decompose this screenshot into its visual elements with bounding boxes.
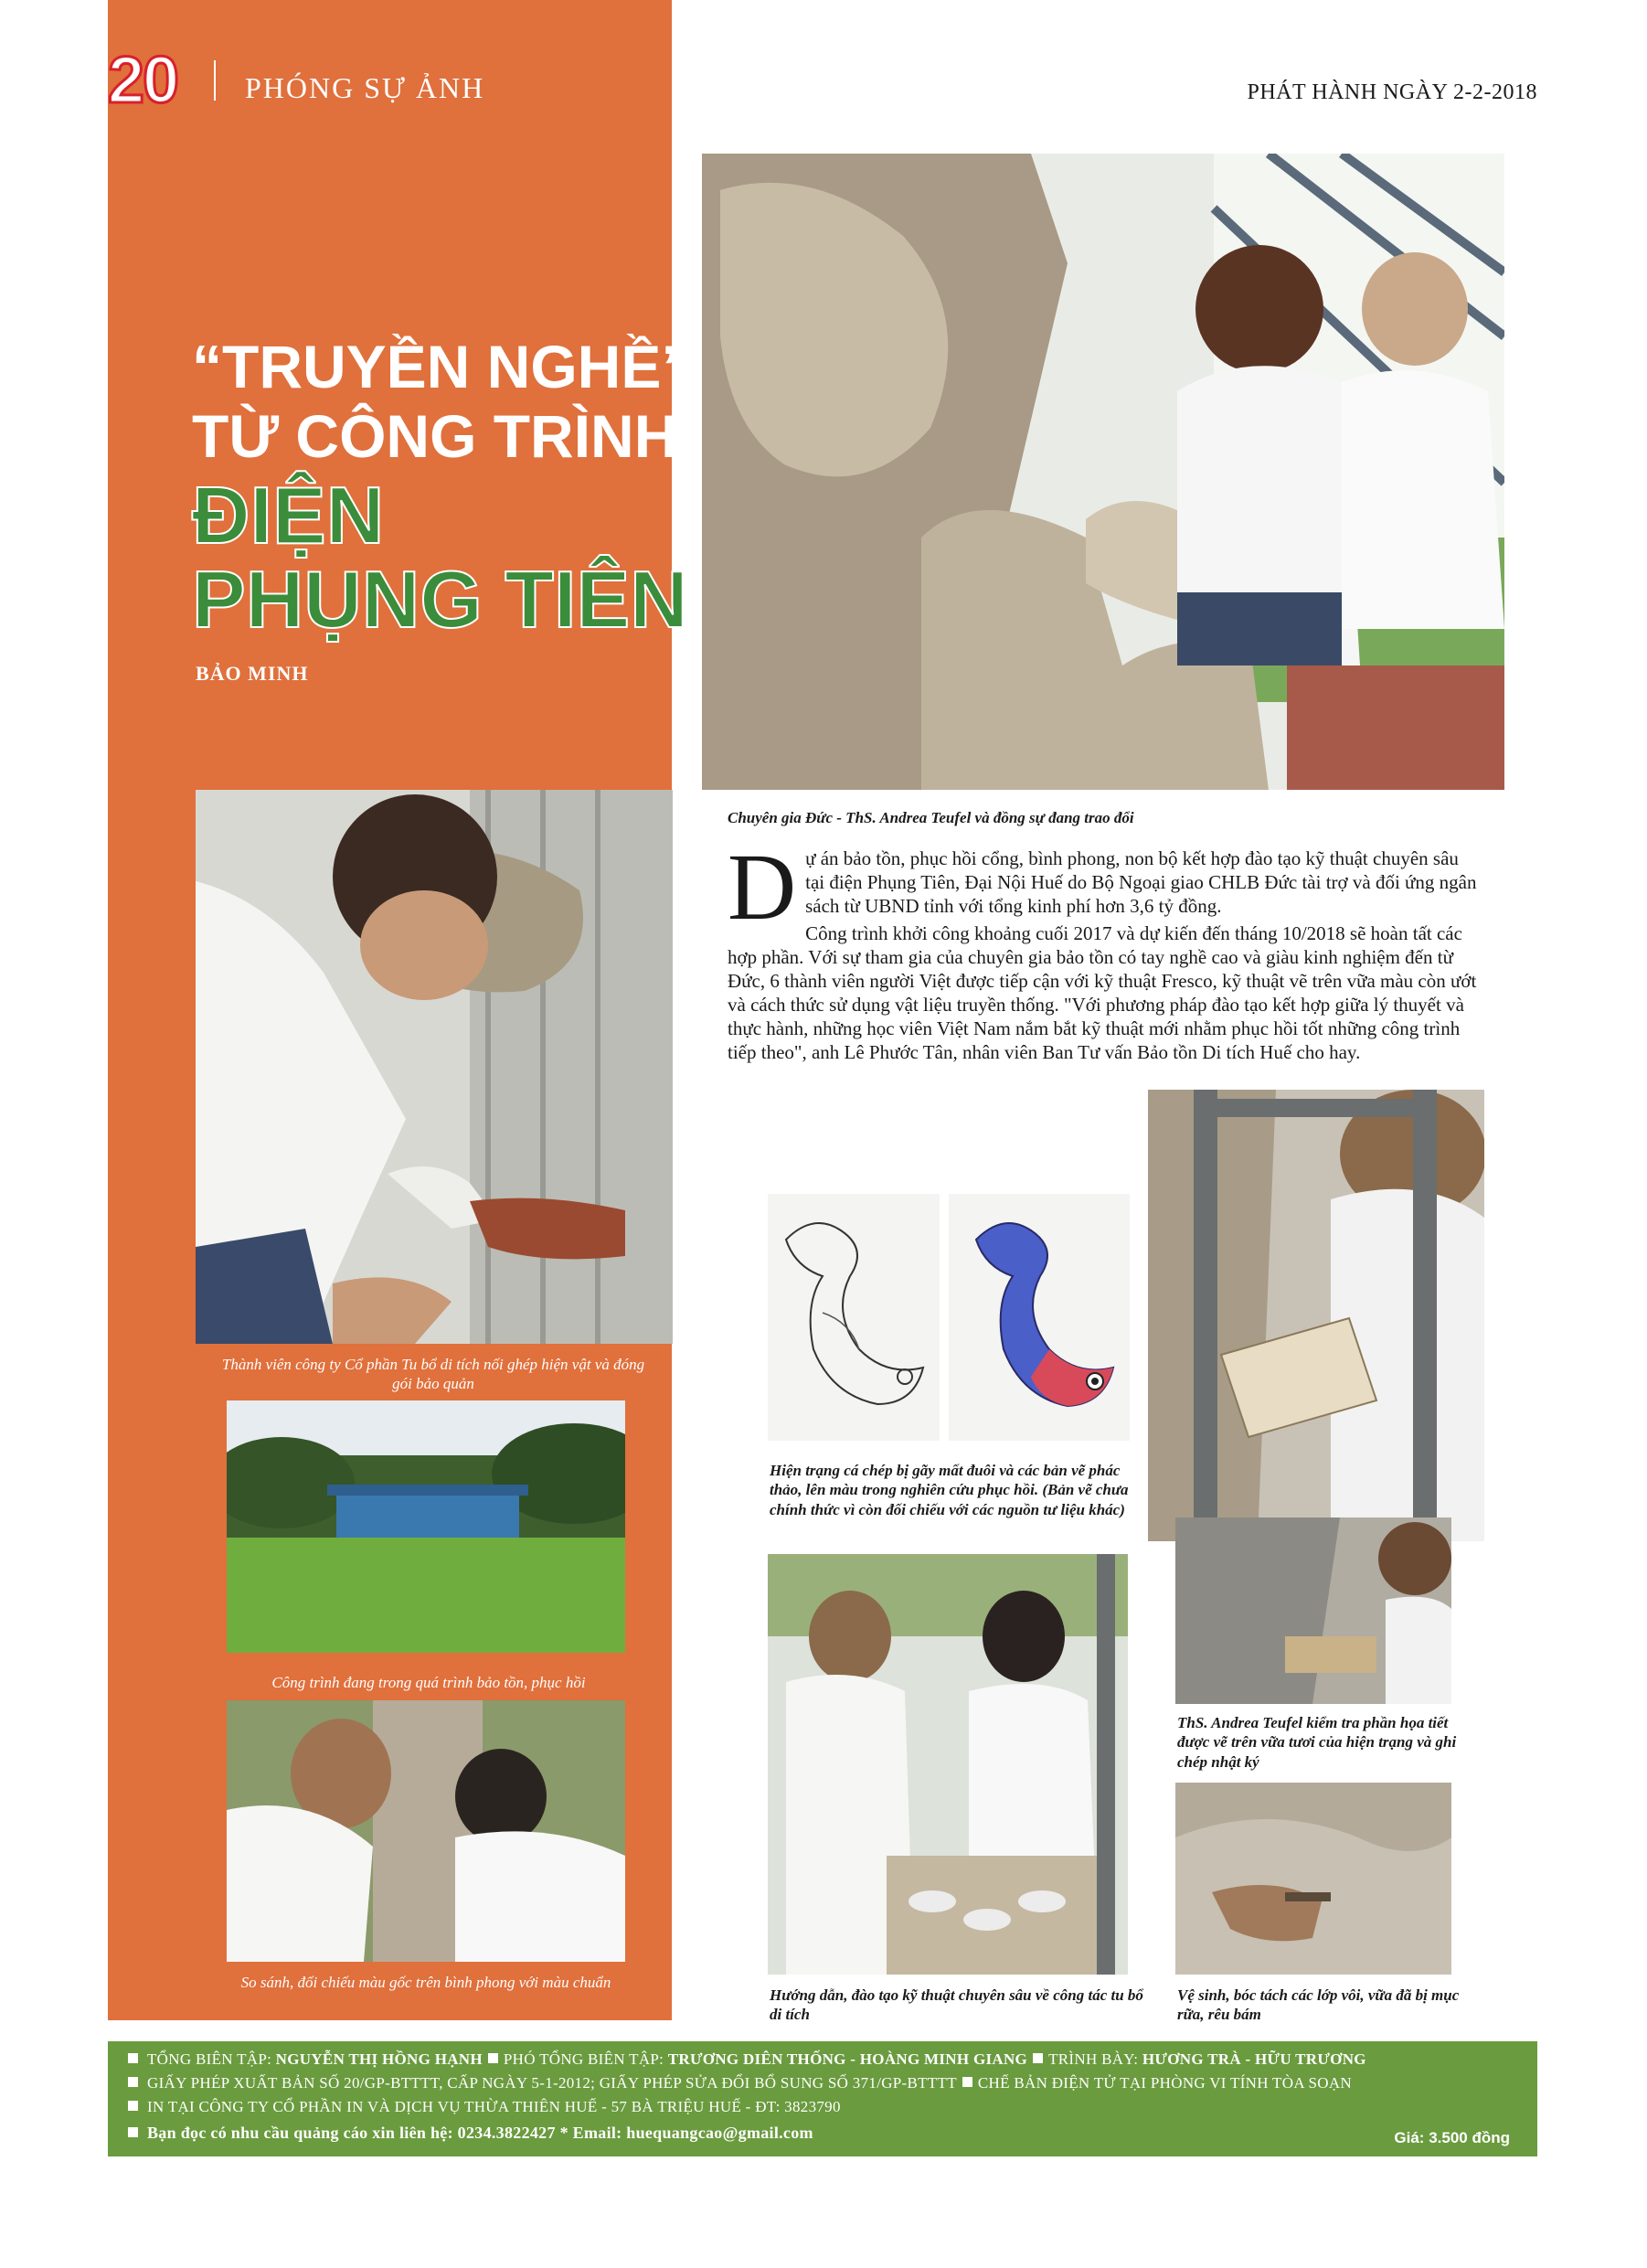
header-divider [214,60,216,101]
article-paragraph-2: Công trình khởi công khoảng cuối 2017 và dự kiến đến tháng 10/2018 sẽ hoàn tất các hợp phần. Với sự tham gia của chuyên gia bảo tồn có tay nghề cao và giàu kinh nghiệm đến từ Đức, 6 thành viên người Việt được tiếp cận với kỹ thuật Fresco, kỹ thuật vẽ trên vữa màu còn ướt và cách thức sử dụng vật liệu truyền thống. "Với phương pháp đào tạo kết hợp giữa lý thuyết và thực hành, những học viên Việt Nam nắm bắt kỹ thuật mới nhằm phục hồi tốt những công trình tiếp theo", anh Lê Phước Tân, nhân viên Ban Tư vấn Bảo tồn Di tích Huế cho hay. [728,922,1477,1063]
compare-photo [227,1700,625,1962]
cleaning-photo [1175,1783,1451,1975]
square-bullet-icon [128,2127,138,2137]
author-byline: BẢO MINH [196,662,309,685]
fish-colored-image [949,1194,1130,1441]
license-text: GIẤY PHÉP XUẤT BẢN SỐ 20/GP-BTTTT, CẤP NGÀY 5-1-2012; GIẤY PHÉP SỬA ĐỔI BỔ SUNG SỐ 371/GP-BTTTT [147,2074,957,2092]
building-photo [227,1400,625,1653]
fish-drawings-caption: Hiện trạng cá chép bị gãy mất đuôi và các bản vẽ phác thảo, lên màu trong nghiên cứu phục hồi. (Bản vẽ chưa chính thức vì còn đối chiếu với các nguồn tư liệu khác) [770,1462,1129,1518]
worker-photo-caption: Thành viên công ty Cổ phần Tu bổ di tích nối ghép hiện vật và đóng gói bảo quản [221,1356,645,1393]
inspection-photo [1175,1517,1451,1704]
training-photo-caption: Hướng dẫn, đào tạo kỹ thuật chuyên sâu về công tác tu bổ di tích [770,1986,1143,2024]
square-bullet-icon [962,2077,972,2087]
article-paragraph-1 [728,835,1482,940]
article-body [728,835,1482,1068]
cleaning-photo-caption: Vệ sinh, bóc tách các lớp vôi, vữa đã bị mục rữa, rêu bám [1177,1986,1460,2024]
main-photo [702,154,1504,790]
typesetting-text: CHẾ BẢN ĐIỆN TỬ TẠI PHÒNG VI TÍNH TÒA SOẠN [977,2074,1352,2092]
article-headline [192,333,692,644]
footer-line-3 [128,2098,841,2116]
footer-line-1 [128,2050,1366,2069]
footer-line-4 [128,2124,813,2143]
deputy-editor-label: PHÓ TỔNG BIÊN TẬP: [503,2050,664,2068]
square-bullet-icon [128,2053,138,2063]
headline-line-2: TỪ CÔNG TRÌNH [192,402,678,470]
headline-highlight-1: ĐIỆN [192,470,385,560]
headline-highlight-2: PHỤNG TIÊN [192,554,688,644]
building-photo-caption: Công trình đang trong quá trình bảo tồn, phục hồi [271,1674,586,1691]
issue-date: PHÁT HÀNH NGÀY 2-2-2018 [1247,80,1537,104]
editor-name: NGUYỄN THỊ HỒNG HẠNH [275,2050,483,2068]
notebook-photo [1148,1090,1484,1541]
layout-label: TRÌNH BÀY: [1048,2050,1139,2068]
fish-sketch-image [768,1194,940,1441]
editor-label: TỔNG BIÊN TẬP: [147,2050,272,2068]
footer-line-2 [128,2074,1352,2092]
square-bullet-icon [128,2101,138,2111]
worker-photo [196,790,673,1344]
compare-photo-caption: So sánh, đối chiếu màu gốc trên bình phong với màu chuẩn [240,1974,611,1991]
square-bullet-icon [1033,2053,1043,2063]
masthead-footer [108,2041,1537,2156]
layout-names: HƯƠNG TRÀ - HỮU TRƯƠNG [1142,2050,1366,2068]
advertising-contact: Bạn đọc có nhu cầu quảng cáo xin liên hệ: 0234.3822427 * Email: huequangcao@gmail.com [147,2124,813,2142]
inspection-photo-caption: ThS. Andrea Teufel kiểm tra phần họa tiết được vẽ trên vữa tươi của hiện trạng và ghi chép nhật ký [1177,1714,1457,1771]
drop-cap: D [728,835,797,940]
page-number: 20 [108,44,178,117]
deputy-editor-names: TRƯƠNG DIÊN THỐNG - HOÀNG MINH GIANG [667,2050,1028,2068]
square-bullet-icon [128,2077,138,2087]
section-title: PHÓNG SỰ ẢNH [245,71,485,104]
paragraph-1-text: ự án bảo tồn, phục hồi cổng, bình phong, non bộ kết hợp đào tạo kỹ thuật chuyên sâu tại điện Phụng Tiên, Đại Nội Huế do Bộ Ngoại giao CHLB Đức tài trợ và đối ứng ngân sách từ UBND tỉnh với tổng kinh phí hơn 3,6 tỷ đồng. [805,847,1477,917]
training-photo [768,1554,1128,1975]
main-photo-caption: Chuyên gia Đức - ThS. Andrea Teufel và đồng sự đang trao đổi [728,809,1134,826]
square-bullet-icon [488,2053,498,2063]
price-label: Giá: 3.500 đồng [1394,2129,1510,2146]
printer-text: IN TẠI CÔNG TY CỔ PHẦN IN VÀ DỊCH VỤ THỪA THIÊN HUẾ - 57 BÀ TRIỆU HUẾ - ĐT: 3823790 [147,2098,841,2115]
headline-line-1: “TRUYỀN NGHỀ” [192,333,692,400]
